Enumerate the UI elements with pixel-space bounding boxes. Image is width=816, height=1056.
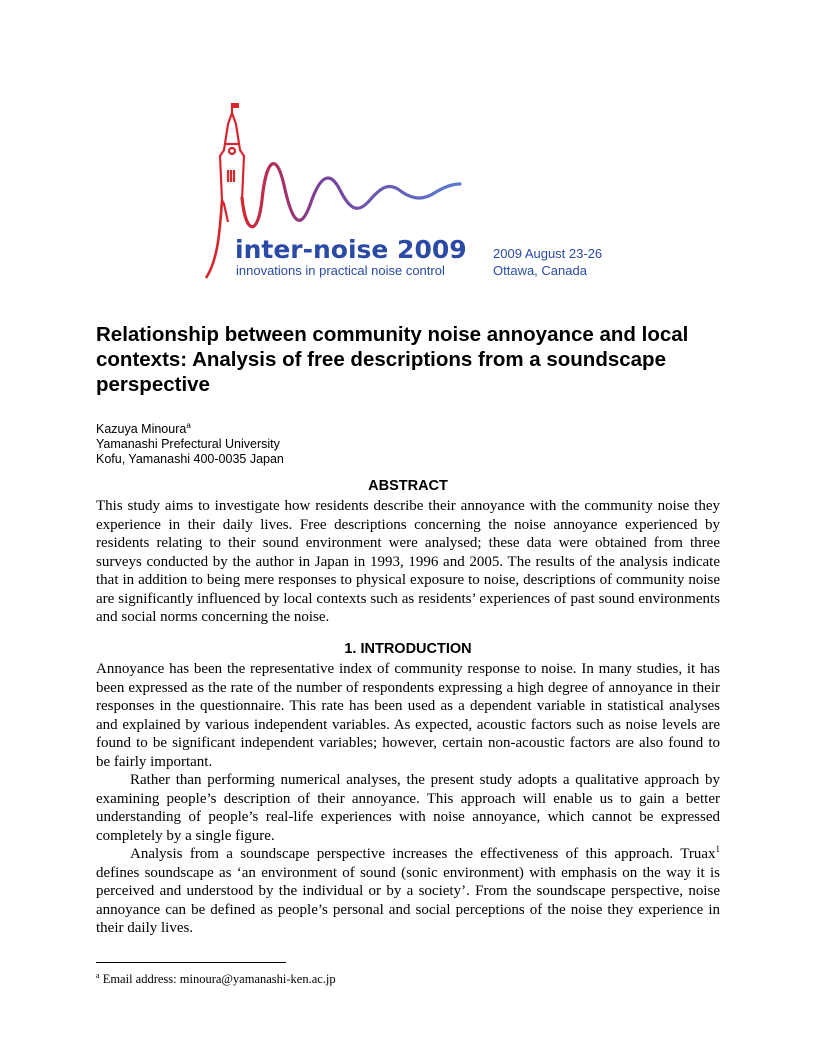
- introduction-paragraph-3-start: Analysis from a soundscape perspective increases the effectiveness of this approach. Truax: [130, 846, 716, 862]
- paper-title: Relationship between community noise annoyance and local contexts: Analysis of free descriptions from a soundscape perspective: [96, 323, 689, 396]
- introduction-heading: 1. INTRODUCTION: [344, 641, 472, 657]
- introduction-paragraph-1: Annoyance has been the representative index of community response to noise. In many studies, it has been expressed as the rate of the number of respondents expressing a high degree of annoyance in their responses in the questionnaire. This rate has been used as a dependent variable in statistical analyses and explained by various independent variables. As expected, acoustic factors such as noise levels are found to be significant independent variables; however, certain non-acoustic factors are also found to be fairly important.: [96, 661, 720, 770]
- footnote-email: Email address: minoura@yamanashi-ken.ac.jp: [99, 972, 336, 987]
- abstract-heading: ABSTRACT: [368, 478, 448, 494]
- author-address: Kofu, Yamanashi 400-0035 Japan: [96, 452, 284, 467]
- introduction-paragraph-3: [96, 845, 720, 938]
- author-footnote-marker: a: [186, 421, 191, 430]
- footnote: [96, 968, 336, 987]
- footnote-marker: a: [96, 971, 100, 980]
- conference-logo: [0, 0, 816, 300]
- footnote-divider: [96, 962, 286, 963]
- sound-wave-icon: [242, 164, 460, 227]
- author-name: Kazuya Minoura: [96, 422, 187, 437]
- author-affiliation: Yamanashi Prefectural University: [96, 437, 280, 452]
- conference-date: 2009 August 23-26: [493, 246, 603, 261]
- abstract-text: This study aims to investigate how residents describe their annoyance with the community noise they experience in their daily lives. Free descriptions concerning the noise annoyance experienced by residents relating to their sound environment were analysed; these data were obtained from three surveys conducted by the author in Japan in 1993, 1996 and 2005. The results of the analysis indicate that in addition to being mere responses to physical exposure to noise, descriptions of community noise are significantly influenced by local contexts such as residents’ experiences of past sound environments and social norms concerning the noise.: [96, 498, 720, 625]
- introduction-paragraph-3-end: defines soundscape as ‘an environment of sound (sonic environment) with emphasis on the way it is perceived and understood by the individual or by a society’. From the soundscape perspective, noise annoyance can be defined as people’s personal and social perceptions of the noise they experience in their daily lives.: [96, 864, 720, 936]
- author-block: [96, 418, 284, 467]
- conference-name: inter-noise 2009: [235, 235, 467, 264]
- conference-location: Ottawa, Canada: [493, 263, 587, 278]
- introduction-paragraph-2: Rather than performing numerical analyses, the present study adopts a qualitative approach by examining people’s description of their annoyance. This approach will enable us to gain a better understanding of people’s real-life experiences with noise annoyance, which cannot be expressed completely by a single figure.: [96, 772, 720, 844]
- conference-tagline: innovations in practical noise control: [236, 263, 445, 278]
- reference-marker: 1: [715, 844, 720, 854]
